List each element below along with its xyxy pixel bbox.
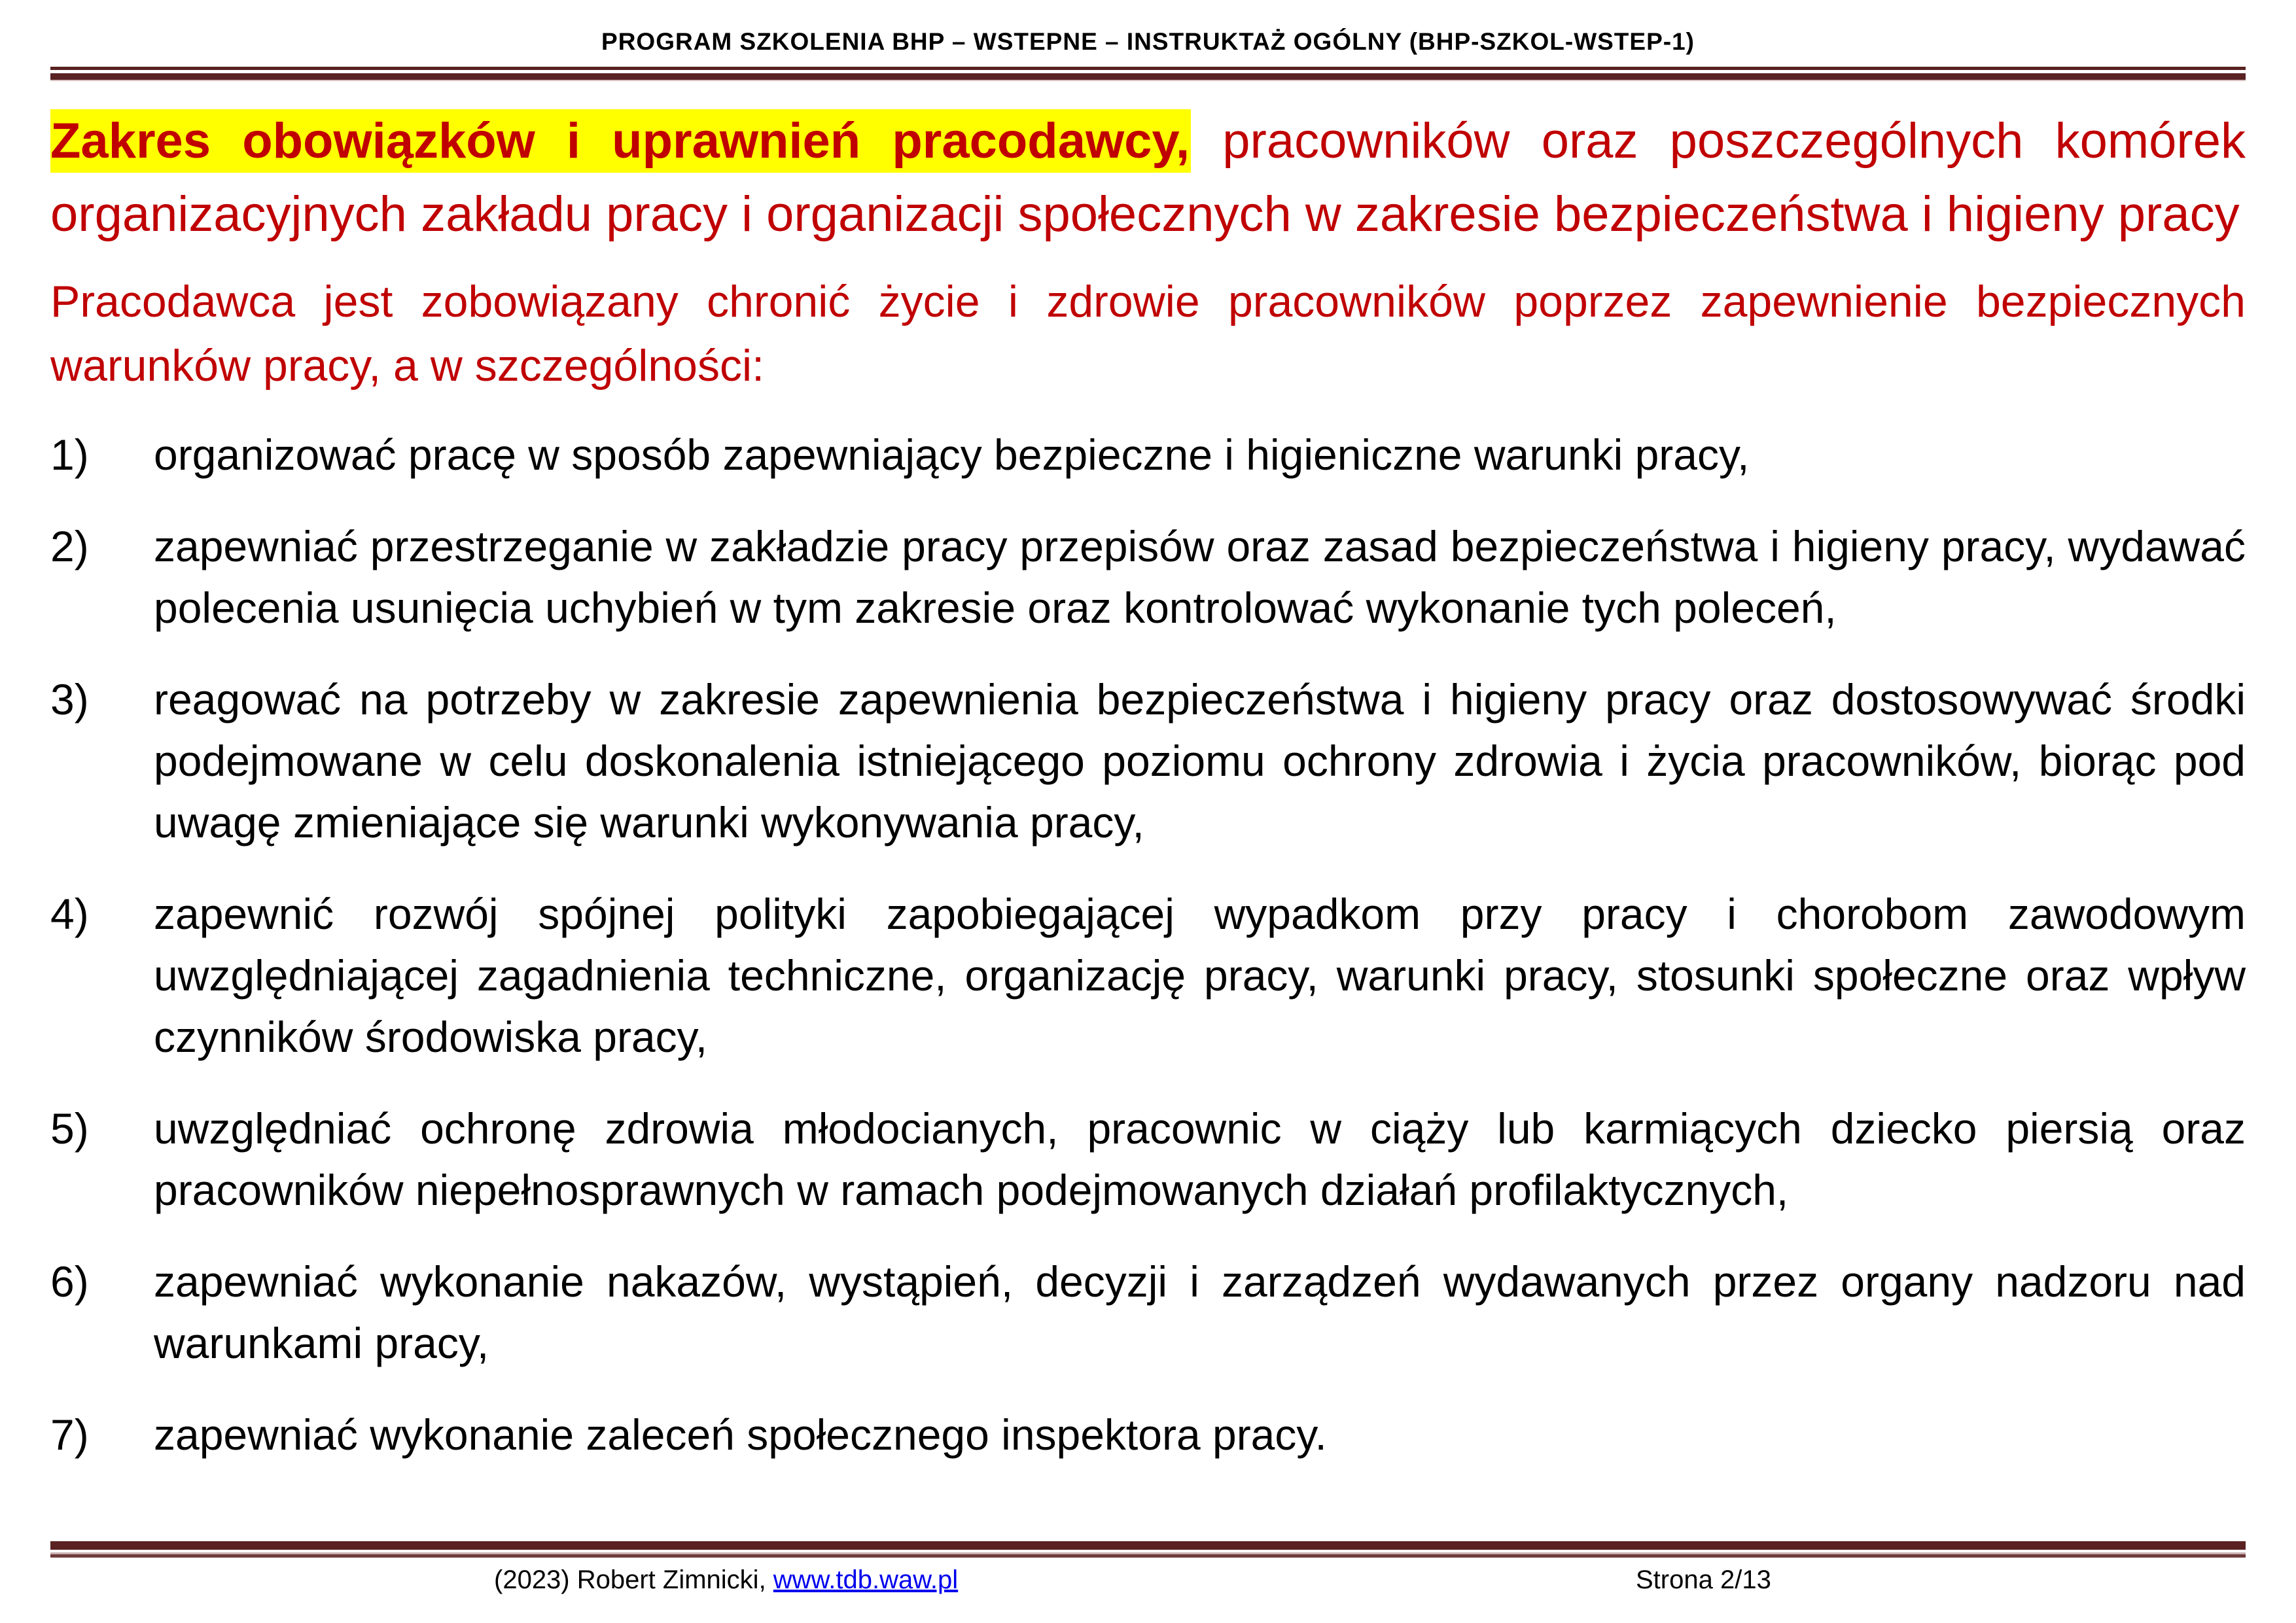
list-item-text: zapewnić rozwój spójnej polityki zapobiegającej wypadkom przy pracy i chorobom zawodowym uwzględniającej zagadnienia techniczne, organizację pracy, warunki pracy, stosunki społeczne oraz wpływ czynników środowiska pracy, — [154, 890, 2246, 1061]
list-item — [50, 1404, 2246, 1465]
list-item — [50, 515, 2246, 638]
list-item-number: 5) — [50, 1104, 89, 1153]
document-title-highlight: Zakres obowiązków i uprawnień pracodawcy, — [50, 109, 1191, 173]
list-item — [50, 1098, 2246, 1221]
list-item — [50, 424, 2246, 485]
document-title — [50, 105, 2246, 251]
list-item-number: 6) — [50, 1257, 89, 1306]
list-item-text: zapewniać wykonanie zaleceń społecznego inspektora pracy. — [154, 1410, 1327, 1459]
footer-text-row — [0, 1565, 2296, 1605]
list-item — [50, 1251, 2246, 1374]
header-rules — [50, 67, 2246, 81]
footer-page-number: Strona 2/13 — [1636, 1565, 1771, 1594]
footer-credit — [494, 1565, 958, 1595]
list-item — [50, 883, 2246, 1068]
page-content — [50, 105, 2246, 1465]
page-footer — [0, 1541, 2296, 1605]
list-item-number: 4) — [50, 890, 89, 938]
list-item-text: reagować na potrzeby w zakresie zapewnienia bezpieczeństwa i higieny pracy oraz dostosowywać środki podejmowane w celu doskonalenia istniejącego poziomu ochrony zdrowia i życia pracowników, biorąc pod uwagę zmieniające się warunki wykonywania pracy, — [154, 675, 2246, 846]
document-title-rest: pracowników oraz poszczególnych komórek organizacyjnych zakładu pracy i organizacji społecznych w zakresie bezpieczeństwa i higieny pracy — [50, 113, 2246, 242]
list-item-number: 7) — [50, 1410, 89, 1459]
footer-rule-thick — [50, 1541, 2246, 1550]
obligations-list — [50, 424, 2246, 1465]
list-item-text: organizować pracę w sposób zapewniający bezpieczne i higieniczne warunki pracy, — [154, 430, 1750, 479]
list-item-text: zapewniać wykonanie nakazów, wystąpień, decyzji i zarządzeń wydawanych przez organy nadzoru nad warunkami pracy, — [154, 1257, 2246, 1367]
intro-paragraph: Pracodawca jest zobowiązany chronić życie i zdrowie pracowników poprzez zapewnienie bezpiecznych warunków pracy, a w szczególności: — [50, 277, 2246, 391]
footer-rules — [50, 1541, 2246, 1558]
footer-website-link[interactable]: www.tdb.waw.pl — [773, 1565, 959, 1594]
list-item — [50, 669, 2246, 853]
header-rule-thick — [50, 73, 2246, 81]
footer-credit-text: (2023) Robert Zimnicki, — [494, 1565, 773, 1594]
list-item-text: zapewniać przestrzeganie w zakładzie pracy przepisów oraz zasad bezpieczeństwa i higieny pracy, wydawać polecenia usunięcia uchybień w tym zakresie oraz kontrolować wykonanie tych poleceń, — [154, 522, 2246, 632]
list-item-number: 3) — [50, 675, 89, 724]
footer-rule-dark — [50, 1554, 2246, 1558]
header-title: PROGRAM SZKOLENIA BHP – WSTEPNE – INSTRUKTAŻ OGÓLNY (BHP-SZKOL-WSTEP-1) — [601, 28, 1695, 55]
list-item-number: 2) — [50, 522, 89, 570]
list-item-text: uwzględniać ochronę zdrowia młodocianych, pracownic w ciąży lub karmiących dziecko piersią oraz pracowników niepełnosprawnych w ramach podejmowanych działań profilaktycznych, — [154, 1104, 2246, 1214]
page-header — [0, 0, 2296, 81]
list-item-number: 1) — [50, 430, 89, 479]
